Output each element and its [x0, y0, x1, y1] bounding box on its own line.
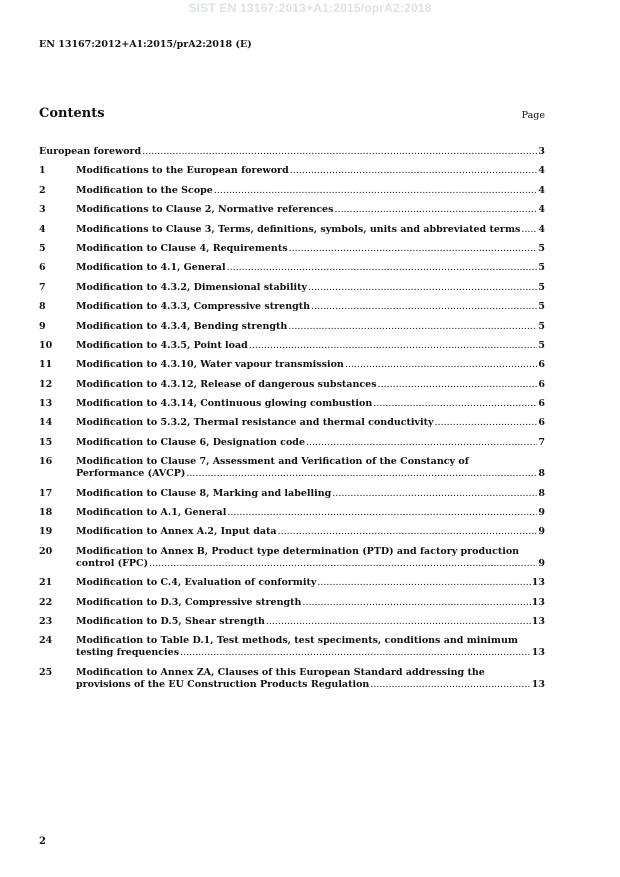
toc-dot-leader [334, 204, 537, 216]
toc-dot-leader [149, 558, 537, 570]
toc-entry-title: Modification to C.4, Evaluation of conformity [76, 577, 317, 589]
toc-entry-number: 2 [39, 184, 46, 196]
toc-entry-page: 6 [538, 378, 545, 390]
toc-entry-number: 7 [39, 281, 46, 293]
toc-entry-page: 5 [538, 301, 545, 313]
toc-entry-page: 13 [531, 647, 545, 659]
toc-entry-number: 23 [39, 615, 53, 627]
toc-entry-page: 9 [538, 526, 545, 538]
toc-entry-number: 16 [39, 456, 53, 468]
toc-entry-number: 3 [39, 204, 46, 216]
toc-entry[interactable] [39, 488, 545, 500]
toc-entry-number: 25 [39, 666, 53, 678]
contents-heading: Contents [39, 106, 105, 121]
toc-entry[interactable] [39, 301, 545, 313]
toc-entry-title: testing frequencies [76, 647, 180, 659]
toc-entry[interactable] [39, 635, 545, 659]
toc-entry-number: 17 [39, 487, 53, 499]
toc-entry[interactable] [39, 321, 545, 333]
toc-entry-number: 9 [39, 320, 46, 332]
toc-entry-title: Modification to 4.1, General [76, 262, 226, 274]
toc-entry-title: Modification to 4.3.3, Compressive strength [76, 301, 311, 313]
toc-entry[interactable] [39, 243, 545, 255]
toc-entry-number: 12 [39, 378, 53, 390]
toc-entry-number: 21 [39, 577, 53, 589]
toc-entry-page: 5 [538, 262, 545, 274]
toc-dot-leader [308, 282, 537, 294]
toc-entry-title: Modification to Clause 7, Assessment and Verification of the Constancy of [76, 456, 469, 468]
toc-entry-title: Modification to 4.3.5, Point load [76, 339, 248, 351]
toc-dot-leader [142, 146, 537, 158]
toc-dot-leader [373, 398, 537, 410]
toc-entry-title: Modification to Annex B, Product type determination (PTD) and factory production [76, 545, 520, 557]
toc-entry[interactable] [39, 667, 545, 691]
toc-entry-title: Modification to A.1, General [76, 507, 227, 519]
toc-dot-leader [370, 679, 530, 691]
toc-dot-leader [332, 488, 537, 500]
toc-entry-number: 6 [39, 262, 46, 274]
toc-entry[interactable] [39, 379, 545, 391]
toc-entry-title: Modification to Annex A.2, Input data [76, 526, 277, 538]
watermark: SIST EN 13167:2013+A1:2015/oprA2:2018 [188, 1, 432, 15]
toc-entry[interactable] [39, 165, 545, 177]
toc-entry-page: 7 [538, 436, 545, 448]
toc-entry-title: Modification to Annex ZA, Clauses of this European Standard addressing the [76, 666, 485, 678]
toc-dot-leader [290, 165, 538, 177]
toc-entry[interactable] [39, 616, 545, 628]
toc-entry-page: 4 [538, 184, 545, 196]
toc-entry-title: Modification to Clause 8, Marking and labelling [76, 487, 332, 499]
toc-dot-leader [306, 437, 537, 449]
toc-entry-number: 4 [39, 223, 46, 235]
toc-dot-leader [249, 340, 538, 352]
toc-entry-number: 19 [39, 526, 53, 538]
toc-entry-page: 13 [531, 615, 545, 627]
toc-entry-page: 5 [538, 281, 545, 293]
toc-dot-leader [317, 577, 530, 589]
toc-entry-title: Modification to D.5, Shear strength [76, 615, 265, 627]
toc-entry[interactable] [39, 597, 545, 609]
toc-entry-title: Modification to 5.3.2, Thermal resistance and thermal conductivity [76, 417, 434, 429]
toc-entry[interactable] [39, 224, 545, 236]
toc-entry-page: 13 [531, 596, 545, 608]
toc-entry-title: Modifications to the European foreword [76, 165, 289, 177]
toc-entry-page: 4 [538, 204, 545, 216]
toc-entry-title: Modification to 4.3.14, Continuous glowing combustion [76, 398, 373, 410]
toc-entry-number: 18 [39, 507, 53, 519]
toc-entry-page: 13 [531, 577, 545, 589]
toc-dot-leader [378, 379, 538, 391]
toc-entry[interactable] [39, 526, 545, 538]
toc-entry[interactable] [39, 146, 545, 158]
toc-dot-leader [186, 468, 537, 480]
toc-entry-page: 9 [538, 507, 545, 519]
toc-entry[interactable] [39, 359, 545, 371]
toc-entry-number: 14 [39, 417, 53, 429]
toc-entry-title: Modification to Clause 4, Requirements [76, 242, 288, 254]
toc-entry-title: Modification to 4.3.4, Bending strength [76, 320, 288, 332]
toc-dot-leader [180, 647, 531, 659]
toc-entry[interactable] [39, 204, 545, 216]
toc-entry-number: 10 [39, 339, 53, 351]
toc-entry-page: 6 [538, 417, 545, 429]
toc-dot-leader [227, 507, 537, 519]
toc-entry-page: 5 [538, 242, 545, 254]
toc-dot-leader [345, 359, 538, 371]
toc-entry-page: 13 [531, 678, 545, 690]
page-column-label: Page [521, 110, 545, 121]
page-number: 2 [39, 836, 46, 847]
toc-entry-title: Modifications to Clause 3, Terms, definitions, symbols, units and abbreviated terms [76, 223, 521, 235]
toc-entry-page: 4 [538, 165, 545, 177]
toc-entry-title: Modification to 4.3.2, Dimensional stability [76, 281, 307, 293]
toc-entry-number: 22 [39, 596, 53, 608]
toc-entry-title: European foreword [39, 146, 142, 157]
toc-entry-page: 8 [538, 487, 545, 499]
toc-entry-title: Modification to the Scope [76, 184, 213, 196]
toc-entry-title: Modification to 4.3.12, Release of dangerous substances [76, 378, 377, 390]
toc-dot-leader [435, 417, 538, 429]
toc-entry[interactable] [39, 546, 545, 570]
toc-entry-number: 5 [39, 242, 46, 254]
toc-entry[interactable] [39, 417, 545, 429]
toc-entry-page: 6 [538, 359, 545, 371]
toc-entry[interactable] [39, 282, 545, 294]
toc-entry-page: 4 [538, 223, 545, 235]
toc-entry-number: 8 [39, 301, 46, 313]
toc-entry-title: provisions of the EU Construction Products Regulation [76, 678, 370, 690]
toc-dot-leader [521, 224, 537, 236]
toc-entry-number: 13 [39, 398, 53, 410]
toc-entry-page: 3 [538, 146, 545, 157]
toc-entry[interactable] [39, 437, 545, 449]
toc-entry-page: 5 [538, 339, 545, 351]
toc-dot-leader [227, 262, 538, 274]
toc-entry[interactable] [39, 262, 545, 274]
toc-entry[interactable] [39, 507, 545, 519]
toc-entry-page: 6 [538, 398, 545, 410]
toc-dot-leader [311, 301, 537, 313]
toc-entry[interactable] [39, 456, 545, 480]
toc-entry-number: 1 [39, 165, 46, 177]
toc-dot-leader [278, 526, 538, 538]
toc-entry-number: 24 [39, 635, 53, 647]
toc-entry-title: Performance (AVCP) [76, 468, 186, 480]
table-of-contents [39, 146, 545, 698]
toc-dot-leader [266, 616, 531, 628]
toc-entry-title: control (FPC) [76, 557, 149, 569]
toc-dot-leader [288, 321, 537, 333]
toc-dot-leader [302, 597, 530, 609]
toc-entry-title: Modification to 4.3.10, Water vapour transmission [76, 359, 344, 371]
toc-entry-number: 15 [39, 436, 53, 448]
toc-entry-page: 5 [538, 320, 545, 332]
toc-dot-leader [214, 185, 538, 197]
toc-entry[interactable] [39, 398, 545, 410]
toc-entry-title: Modification to Clause 6, Designation code [76, 436, 305, 448]
toc-entry-number: 11 [39, 359, 53, 371]
toc-entry-page: 8 [538, 468, 545, 480]
toc-entry[interactable] [39, 577, 545, 589]
toc-entry-number: 20 [39, 545, 53, 557]
toc-dot-leader [289, 243, 538, 255]
document-id: EN 13167:2012+A1:2015/prA2:2018 (E) [39, 39, 252, 50]
toc-entry[interactable] [39, 340, 545, 352]
toc-entry-title: Modification to Table D.1, Test methods, test speciments, conditions and minimum [76, 635, 518, 647]
toc-entry[interactable] [39, 185, 545, 197]
toc-entry-title: Modification to D.3, Compressive strength [76, 596, 302, 608]
toc-entry-title: Modifications to Clause 2, Normative references [76, 204, 334, 216]
toc-entry-page: 9 [538, 557, 545, 569]
